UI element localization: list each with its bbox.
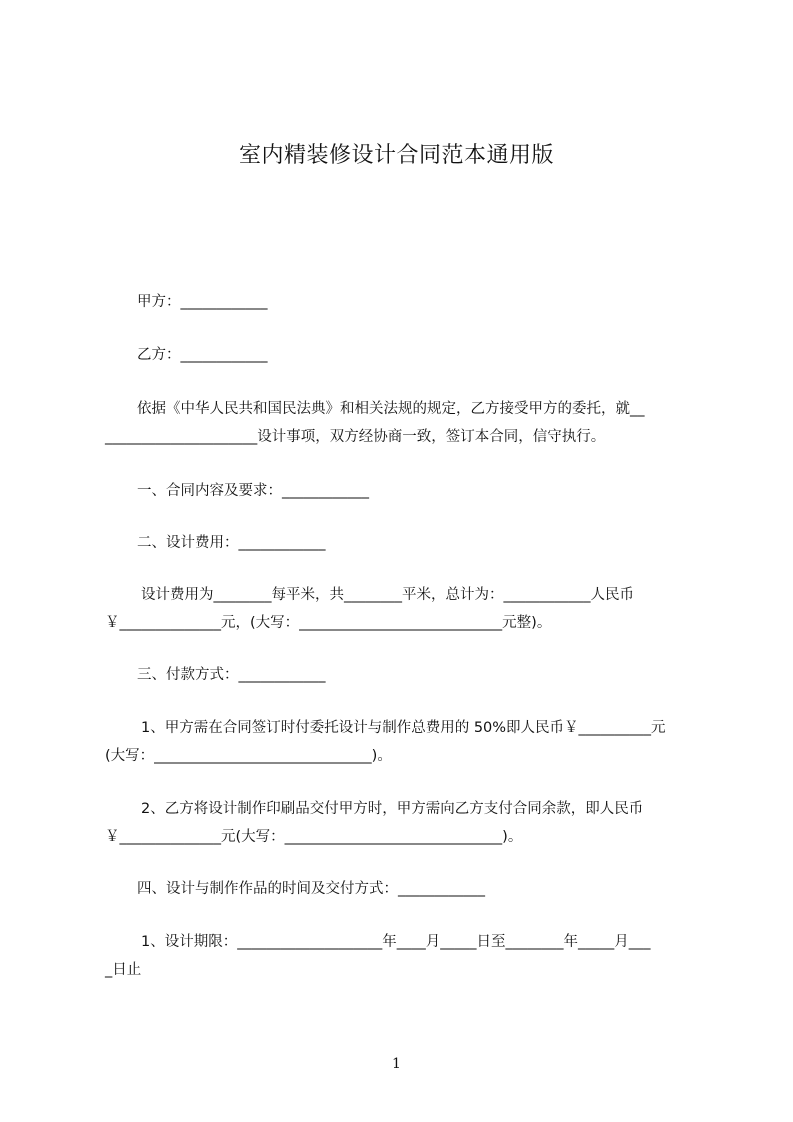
page-number: 1 xyxy=(392,1056,401,1072)
document-title: 室内精装修设计合同范本通用版 xyxy=(238,143,554,168)
intro-paragraph-line-1: 依据《中华人民共和国民法典》和相关法规的规定，乙方接受甲方的委托，就__ xyxy=(137,401,645,417)
party-b-line: 乙方：____________ xyxy=(137,347,268,363)
payment-2-line-1: 2、乙方将设计制作印刷品交付甲方时，甲方需向乙方支付合同余款，即人民币 xyxy=(141,801,644,817)
section-3-heading: 三、付款方式：____________ xyxy=(137,667,326,683)
design-period-line-1: 1、设计期限：____________________年____月_____日至________年_____月___ xyxy=(141,934,651,950)
section-2-heading: 二、设计费用：____________ xyxy=(137,535,326,551)
payment-1-line-1: 1、甲方需在合同签订时付委托设计与制作总费用的 50%即人民币￥__________元 xyxy=(141,720,666,736)
fee-paragraph-line-2: ￥______________元，(大写：____________________________元整)。 xyxy=(105,615,552,631)
intro-paragraph-line-2: _____________________设计事项，双方经协商一致，签订本合同，信守执行。 xyxy=(105,429,606,445)
fee-paragraph-line-1: 设计费用为________每平米，共________平米，总计为：____________人民币 xyxy=(141,587,634,603)
section-4-heading: 四、设计与制作作品的时间及交付方式：____________ xyxy=(137,881,485,897)
design-period-line-2: _日止 xyxy=(105,962,142,978)
party-a-line: 甲方：____________ xyxy=(137,294,268,310)
payment-2-line-2: ￥______________元(大写：______________________________)。 xyxy=(105,829,523,845)
section-1-heading: 一、合同内容及要求：____________ xyxy=(137,483,369,499)
payment-1-line-2: (大写：______________________________)。 xyxy=(105,748,392,764)
